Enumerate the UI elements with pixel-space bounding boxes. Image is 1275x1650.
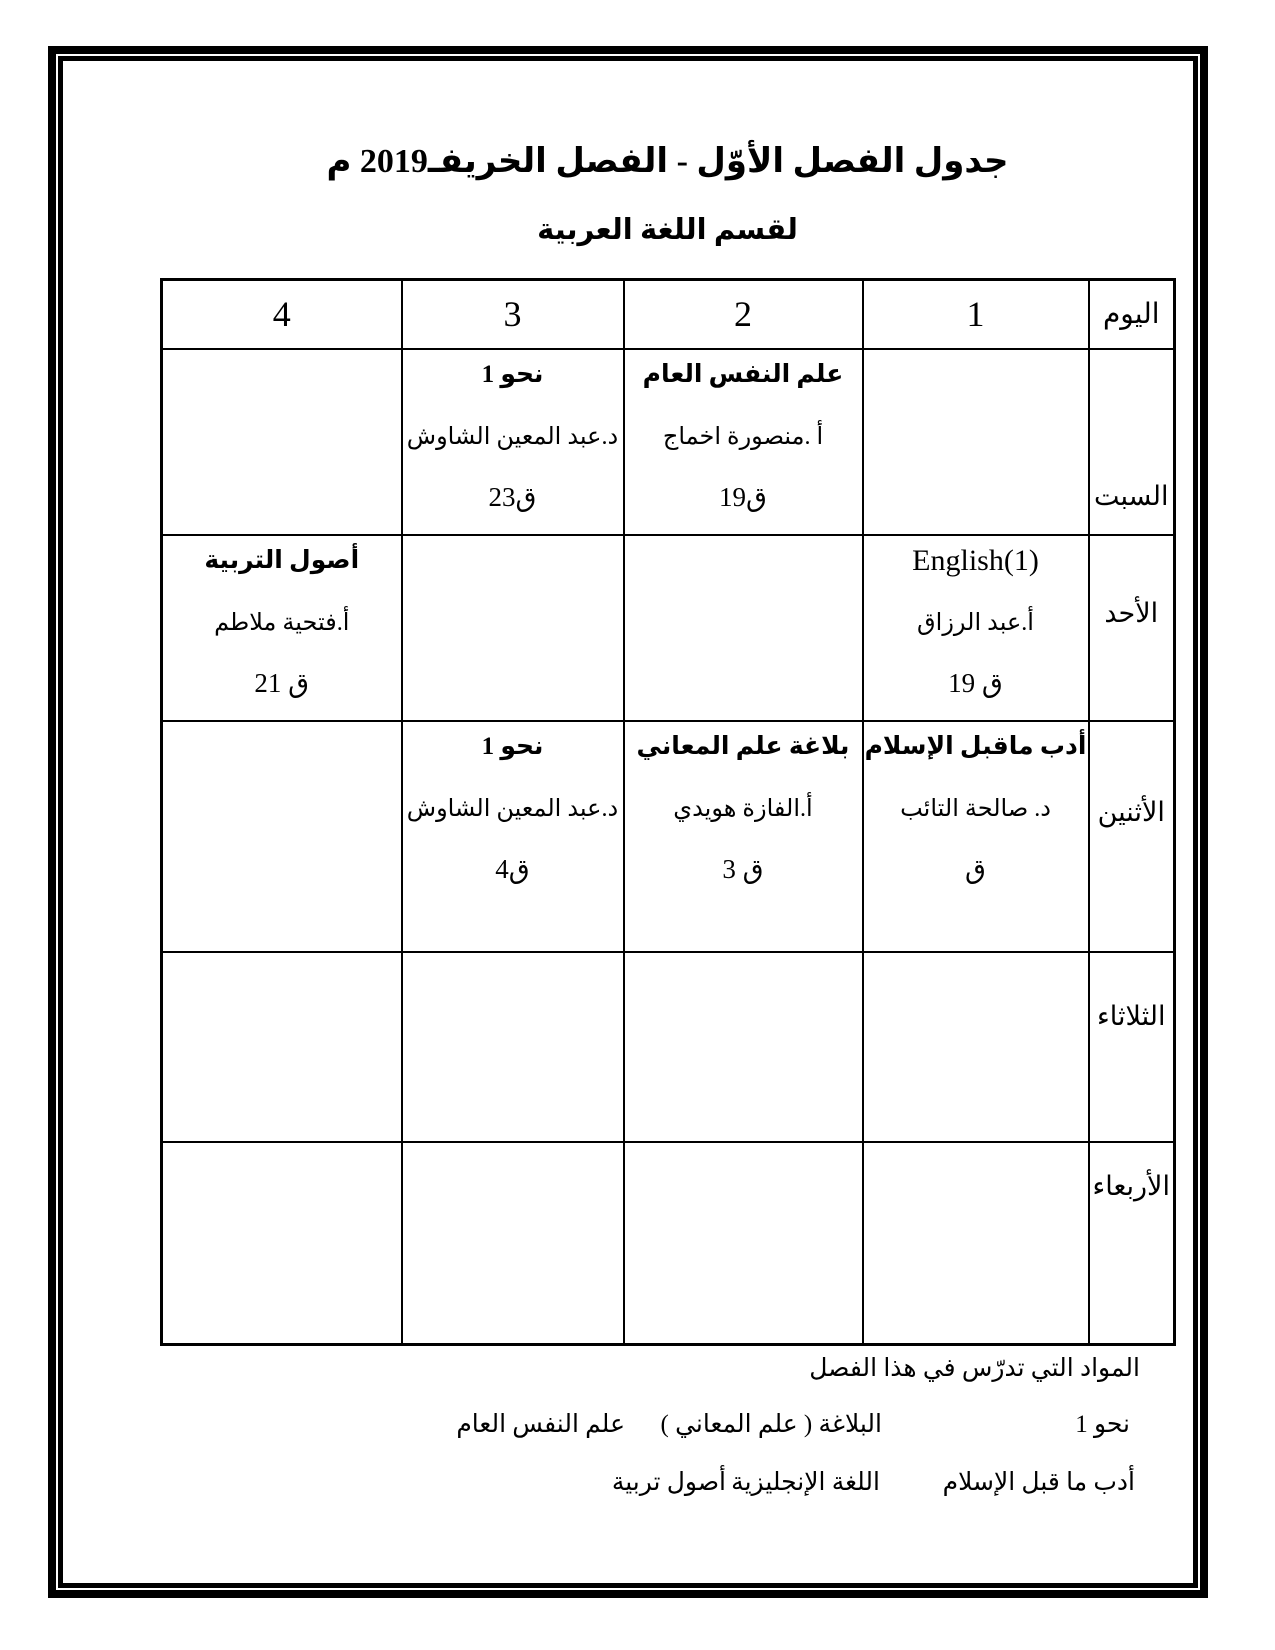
subject-text: English(1) xyxy=(912,543,1039,577)
day-label-wednesday: الأربعاء xyxy=(1089,1142,1175,1345)
row-sunday xyxy=(162,535,1175,721)
day-label-sunday: الأحد xyxy=(1089,535,1175,721)
subject-text: نحو 1 xyxy=(481,360,544,388)
cell-tuesday-p4 xyxy=(162,952,402,1142)
day-label-tuesday: الثلاثاء xyxy=(1089,952,1175,1142)
cell-wednesday-p2 xyxy=(624,1142,863,1345)
footer-subject-english: اللغة الإنجليزية xyxy=(731,1469,880,1496)
cell-sunday-p1 xyxy=(863,535,1089,721)
room-text: ق 3 xyxy=(722,853,764,884)
day-label-saturday: السبت xyxy=(1089,349,1175,535)
cell-sunday-p4 xyxy=(162,535,402,721)
subject-text: نحو 1 xyxy=(481,732,544,760)
room-text: ق4 xyxy=(495,853,530,884)
cell-wednesday-p1 xyxy=(863,1142,1089,1345)
footer-subject-nahw: نحو 1 xyxy=(1075,1411,1130,1438)
room-text: ق xyxy=(965,853,986,884)
cell-saturday-p2 xyxy=(624,349,863,535)
row-monday xyxy=(162,721,1175,952)
subject-text: أصول التربية xyxy=(204,546,360,574)
period-header-2: 2 xyxy=(624,280,863,349)
row-saturday xyxy=(162,349,1175,535)
cell-monday-p1 xyxy=(863,721,1089,952)
table-header-row xyxy=(162,280,1175,349)
room-text: ق23 xyxy=(488,481,537,512)
cell-tuesday-p2 xyxy=(624,952,863,1142)
teacher-text: أ .منصورة اخماج xyxy=(662,423,824,450)
footer-subject-education: أصول تربية xyxy=(611,1469,726,1496)
row-wednesday xyxy=(162,1142,1175,1345)
cell-tuesday-p3 xyxy=(402,952,624,1142)
cell-monday-p3 xyxy=(402,721,624,952)
cell-wednesday-p3 xyxy=(402,1142,624,1345)
room-text: ق19 xyxy=(719,481,767,512)
document-subtitle: لقسم اللغة العربية xyxy=(537,214,798,246)
subject-text: علم النفس العام xyxy=(642,360,844,388)
cell-sunday-p2 xyxy=(624,535,863,721)
day-label-monday: الأثنين xyxy=(1089,721,1175,952)
schedule-table xyxy=(160,278,1176,1346)
teacher-text: أ.عبد الرزاق xyxy=(917,609,1034,636)
row-tuesday xyxy=(162,952,1175,1142)
day-column-header: اليوم xyxy=(1089,280,1175,349)
footer-subject-psychology: علم النفس العام xyxy=(456,1411,625,1438)
cell-tuesday-p1 xyxy=(863,952,1089,1142)
footer-subject-preislamic-lit: أدب ما قبل الإسلام xyxy=(942,1469,1135,1496)
footer-subject-balagha: البلاغة ( علم المعاني ) xyxy=(660,1411,882,1438)
period-header-4: 4 xyxy=(162,280,402,349)
teacher-text: د.عبد المعين الشاوش xyxy=(406,795,619,822)
cell-saturday-p1 xyxy=(863,349,1089,535)
teacher-text: د. صالحة التائب xyxy=(900,795,1051,822)
subject-text: أدب ماقبل الإسلام xyxy=(864,732,1087,760)
teacher-text: أ.الفازة هويدي xyxy=(673,795,813,822)
cell-saturday-p4 xyxy=(162,349,402,535)
period-header-1: 1 xyxy=(863,280,1089,349)
room-text: ق 21 xyxy=(254,667,310,698)
cell-saturday-p3 xyxy=(402,349,624,535)
room-text: ق 19 xyxy=(948,667,1003,698)
teacher-text: أ.فتحية ملاطم xyxy=(214,609,350,636)
cell-monday-p4 xyxy=(162,721,402,952)
cell-wednesday-p4 xyxy=(162,1142,402,1345)
document-title: جدول الفصل الأوّل - الفصل الخريفـ2019 م xyxy=(326,143,1009,180)
subject-text: بلاغة علم المعاني xyxy=(636,732,850,760)
footer-heading: المواد التي تدرّس في هذا الفصل xyxy=(809,1355,1140,1382)
period-header-3: 3 xyxy=(402,280,624,349)
cell-monday-p2 xyxy=(624,721,863,952)
cell-sunday-p3 xyxy=(402,535,624,721)
teacher-text: د.عبد المعين الشاوش xyxy=(406,423,619,450)
